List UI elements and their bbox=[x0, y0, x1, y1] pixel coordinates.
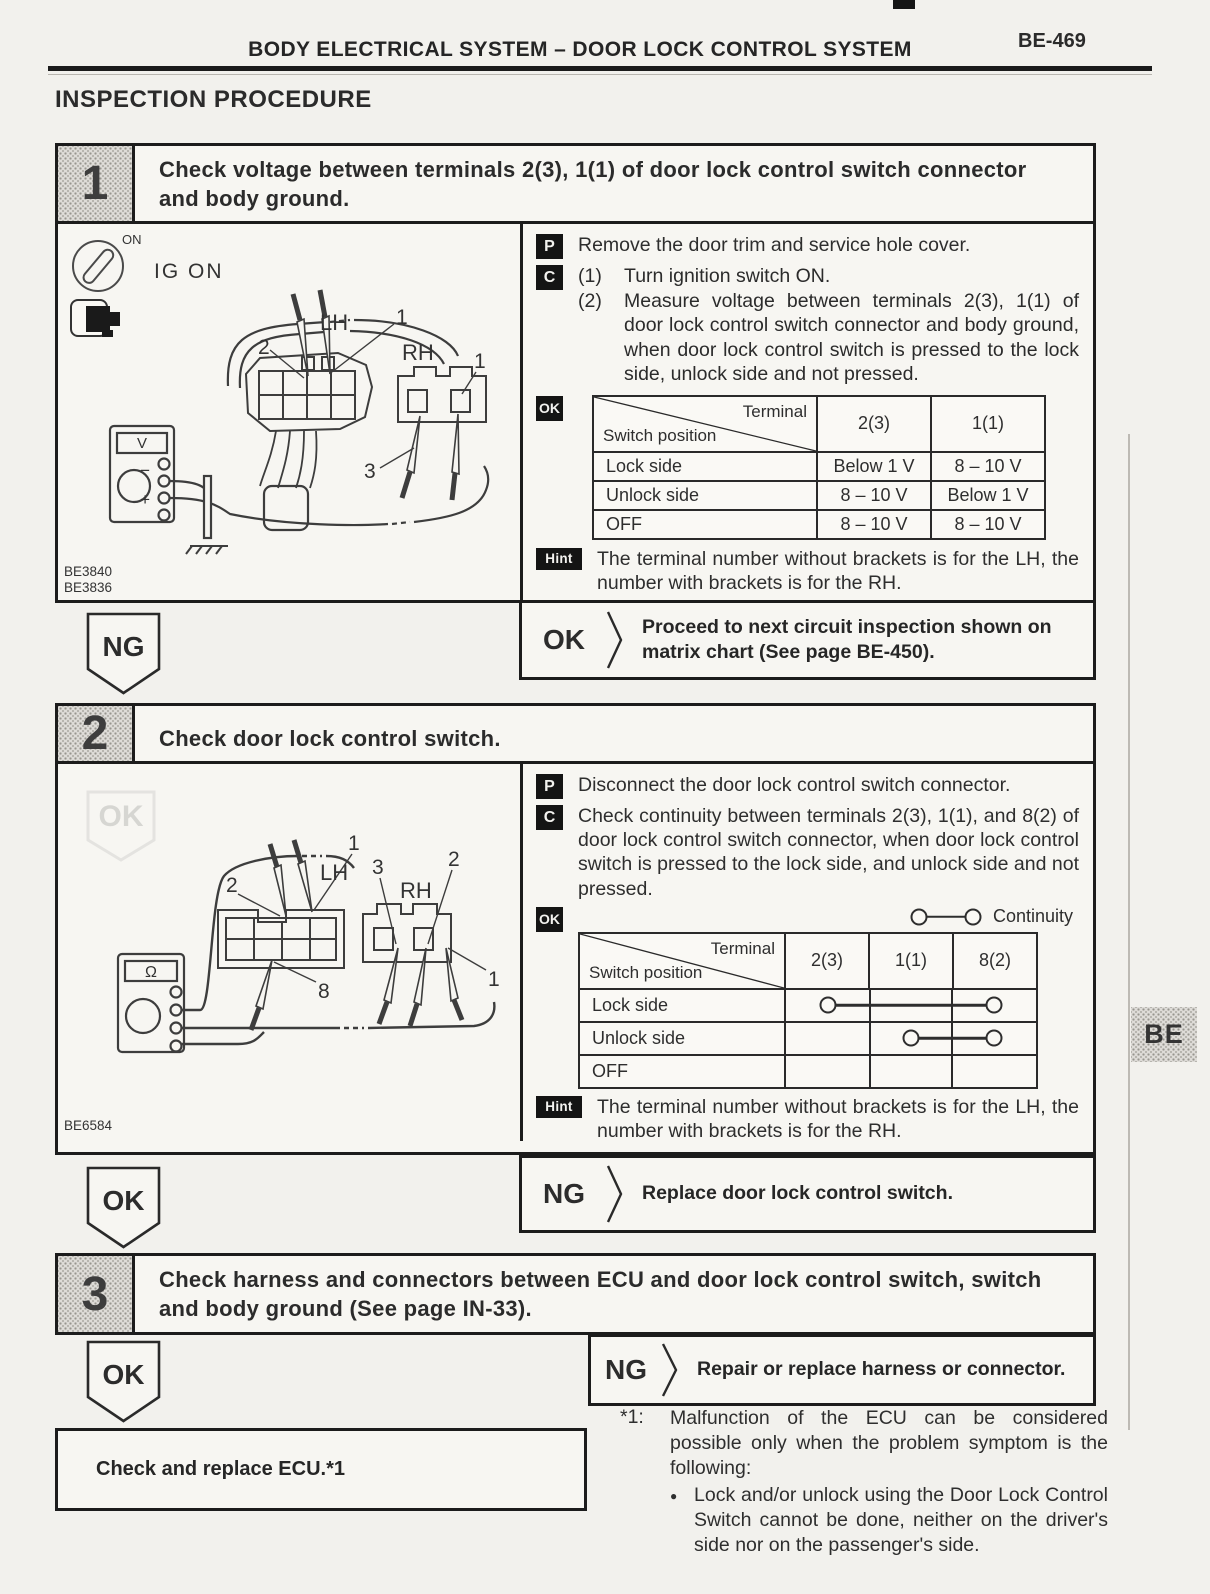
footnote-body bbox=[670, 1406, 1108, 1558]
header-rule-shadow bbox=[48, 74, 1152, 75]
flow-badge-ok bbox=[86, 1340, 162, 1424]
col-header: 2(3) bbox=[817, 396, 931, 452]
figure-code: BE6584 bbox=[64, 1118, 113, 1134]
step-1-ok-result bbox=[519, 600, 1096, 680]
continuity-cell bbox=[785, 1055, 1037, 1088]
terminal-label-2: 2 bbox=[258, 336, 270, 360]
result-text: Repair or replace harness or connector. bbox=[697, 1358, 1066, 1381]
bleed-through-artifact bbox=[88, 792, 154, 860]
meter-leads bbox=[170, 466, 488, 538]
lh-label: LH bbox=[320, 860, 349, 886]
continuity-spec-table bbox=[578, 932, 1038, 1089]
final-action-box bbox=[55, 1428, 587, 1511]
rh-label: RH bbox=[402, 340, 434, 366]
footnote-bullet-item: ● Lock and/or unlock using the Door Lock Control Switch cannot be done, neither on the driver's side nor on the passenger's side. bbox=[670, 1483, 1108, 1556]
svg-text:OK: OK bbox=[102, 1185, 145, 1216]
svg-text:NG: NG bbox=[102, 631, 145, 662]
footnote-label: *1: bbox=[620, 1406, 644, 1428]
terminal-label-1b: 1 bbox=[474, 350, 486, 374]
step-1-title: Check voltage between terminals 2(3), 1(1) of door lock control switch connector and body ground. bbox=[159, 157, 1027, 212]
step-2-box bbox=[55, 703, 1096, 1155]
check-text: Check continuity between terminals 2(3), 1(1), and 8(2) of door lock control switch connector, when door lock control switch is pressed to the lock side, and unlock side and not pressed. bbox=[578, 805, 1079, 900]
table-row: Unlock side 8 – 10 V Below 1 V bbox=[593, 481, 1045, 510]
page-number: BE-469 bbox=[1018, 30, 1086, 52]
ok-marker: OK bbox=[536, 396, 563, 421]
prepare-marker: P bbox=[536, 774, 563, 799]
table-corner-cell: Terminal Switch position bbox=[579, 933, 785, 989]
check-item-2: (2) Measure voltage between terminals 2(3), 1(1) of door lock control switch connector and body ground, when door lock control switch is pressed to the lock side, unlock side and not pressed. bbox=[578, 290, 1079, 385]
step-2-ng-result bbox=[519, 1155, 1096, 1233]
meter-plus: + bbox=[140, 490, 150, 510]
step-3-title-row bbox=[58, 1256, 1093, 1332]
hint-text: The terminal number without brackets is for the LH, the number with brackets is for the RH. bbox=[597, 1095, 1079, 1142]
voltage-check-diagram bbox=[58, 224, 520, 604]
table-corner-cell: Terminal Switch position bbox=[593, 396, 817, 452]
bullet-icon: ● bbox=[670, 1488, 678, 1503]
step-1-figure bbox=[58, 224, 520, 604]
terminal-label-2a: 2 bbox=[226, 874, 238, 898]
terminal-label-2b: 2 bbox=[448, 848, 460, 872]
col-header: 1(1) bbox=[931, 396, 1045, 452]
svg-text:OK: OK bbox=[98, 800, 144, 834]
header-rule bbox=[48, 66, 1152, 71]
check-marker: C bbox=[536, 805, 563, 830]
step-3-ng-result bbox=[588, 1334, 1096, 1406]
terminal-label-3: 3 bbox=[364, 460, 376, 484]
check-marker: C bbox=[536, 265, 563, 290]
footnote-text: Malfunction of the ECU can be considered possible only when the problem symptom is the following: bbox=[670, 1407, 1108, 1479]
section-side-tab: BE bbox=[1131, 1007, 1197, 1062]
section-title: INSPECTION PROCEDURE bbox=[55, 86, 372, 113]
terminal-label-1a: 1 bbox=[348, 832, 360, 856]
continuity-cell bbox=[785, 1022, 1037, 1055]
scan-artifact bbox=[893, 0, 915, 9]
figure-code-2: BE3836 bbox=[64, 580, 113, 596]
ignition-key-icon bbox=[73, 241, 123, 291]
rh-label: RH bbox=[400, 878, 432, 904]
footnote bbox=[620, 1406, 1108, 1558]
meter-unit: Ω bbox=[145, 964, 157, 982]
step-1-number: 1 bbox=[58, 146, 135, 221]
step-1-title-row bbox=[58, 146, 1093, 224]
result-badge-ng: NG bbox=[605, 1354, 647, 1385]
chevron-divider bbox=[606, 609, 624, 671]
continuity-cell bbox=[785, 989, 1037, 1022]
rh-connector bbox=[398, 367, 486, 422]
hint-marker: Hint bbox=[536, 548, 582, 570]
connector-plug-icon bbox=[71, 300, 120, 337]
continuity-check-diagram bbox=[58, 764, 520, 1141]
step-2-title: Check door lock control switch. bbox=[159, 726, 501, 751]
meter-minus: − bbox=[140, 461, 150, 481]
col-header: 2(3) bbox=[785, 933, 869, 989]
step-1-box bbox=[55, 143, 1096, 603]
result-badge-ng: NG bbox=[543, 1178, 585, 1209]
col-header: 1(1) bbox=[869, 933, 953, 989]
page-edge-line bbox=[1128, 434, 1130, 1430]
lh-label: LH bbox=[320, 310, 349, 336]
step-2-title-row bbox=[58, 706, 1093, 764]
step-2-instructions bbox=[520, 764, 1093, 1141]
table-row: OFF bbox=[579, 1055, 1037, 1088]
step-2-figure bbox=[58, 764, 520, 1141]
test-probes-rh bbox=[402, 414, 459, 500]
ok-marker: OK bbox=[536, 907, 563, 932]
chevron-divider bbox=[606, 1163, 624, 1225]
step-3-box bbox=[55, 1253, 1096, 1335]
ig-on-label: IG ON bbox=[154, 260, 224, 284]
meter-unit: V bbox=[136, 435, 148, 453]
step-1-instructions bbox=[520, 224, 1093, 604]
prepare-marker: P bbox=[536, 234, 563, 259]
step-2-number: 2 bbox=[58, 706, 135, 761]
continuity-symbol bbox=[913, 910, 979, 924]
result-text: Proceed to next circuit inspection shown on matrix chart (See page BE-450). bbox=[642, 615, 1052, 663]
hint-marker: Hint bbox=[536, 1096, 582, 1118]
table-row: OFF 8 – 10 V 8 – 10 V bbox=[593, 510, 1045, 539]
page-header-title: BODY ELECTRICAL SYSTEM – DOOR LOCK CONTROL SYSTEM bbox=[248, 38, 912, 61]
step-3-number: 3 bbox=[58, 1256, 135, 1332]
final-action-text: Check and replace ECU.*1 bbox=[96, 1458, 345, 1480]
table-row: Lock side bbox=[579, 989, 1037, 1022]
terminal-label-8: 8 bbox=[318, 980, 330, 1004]
result-text: Replace door lock control switch. bbox=[642, 1182, 953, 1205]
key-position-label: ON bbox=[122, 232, 142, 248]
step-3-title: Check harness and connectors between ECU and door lock control switch, switch and body ground (See page IN-33). bbox=[159, 1267, 1042, 1322]
ground-symbol bbox=[186, 546, 228, 554]
terminal-label-1b: 1 bbox=[488, 968, 500, 992]
flow-badge-ok bbox=[86, 1166, 162, 1250]
result-badge-ok: OK bbox=[543, 624, 585, 655]
check-item-1: (1) Turn ignition switch ON. bbox=[578, 265, 831, 288]
voltage-spec-table bbox=[592, 395, 1046, 540]
flow-badge-ng bbox=[86, 612, 162, 696]
continuity-legend: Continuity bbox=[578, 906, 1073, 928]
terminal-label-3: 3 bbox=[372, 856, 384, 880]
table-row: Unlock side bbox=[579, 1022, 1037, 1055]
svg-text:OK: OK bbox=[102, 1359, 145, 1390]
figure-code-1: BE3840 bbox=[64, 564, 113, 580]
prepare-text: Disconnect the door lock control switch connector. bbox=[578, 774, 1011, 797]
terminal-label-1a: 1 bbox=[396, 306, 408, 330]
chevron-divider bbox=[661, 1341, 679, 1399]
table-row: Lock side Below 1 V 8 – 10 V bbox=[593, 452, 1045, 481]
hint-text: The terminal number without brackets is for the LH, the number with brackets is for the RH. bbox=[597, 547, 1079, 595]
col-header: 8(2) bbox=[953, 933, 1037, 989]
prepare-text: Remove the door trim and service hole cover. bbox=[578, 234, 971, 257]
